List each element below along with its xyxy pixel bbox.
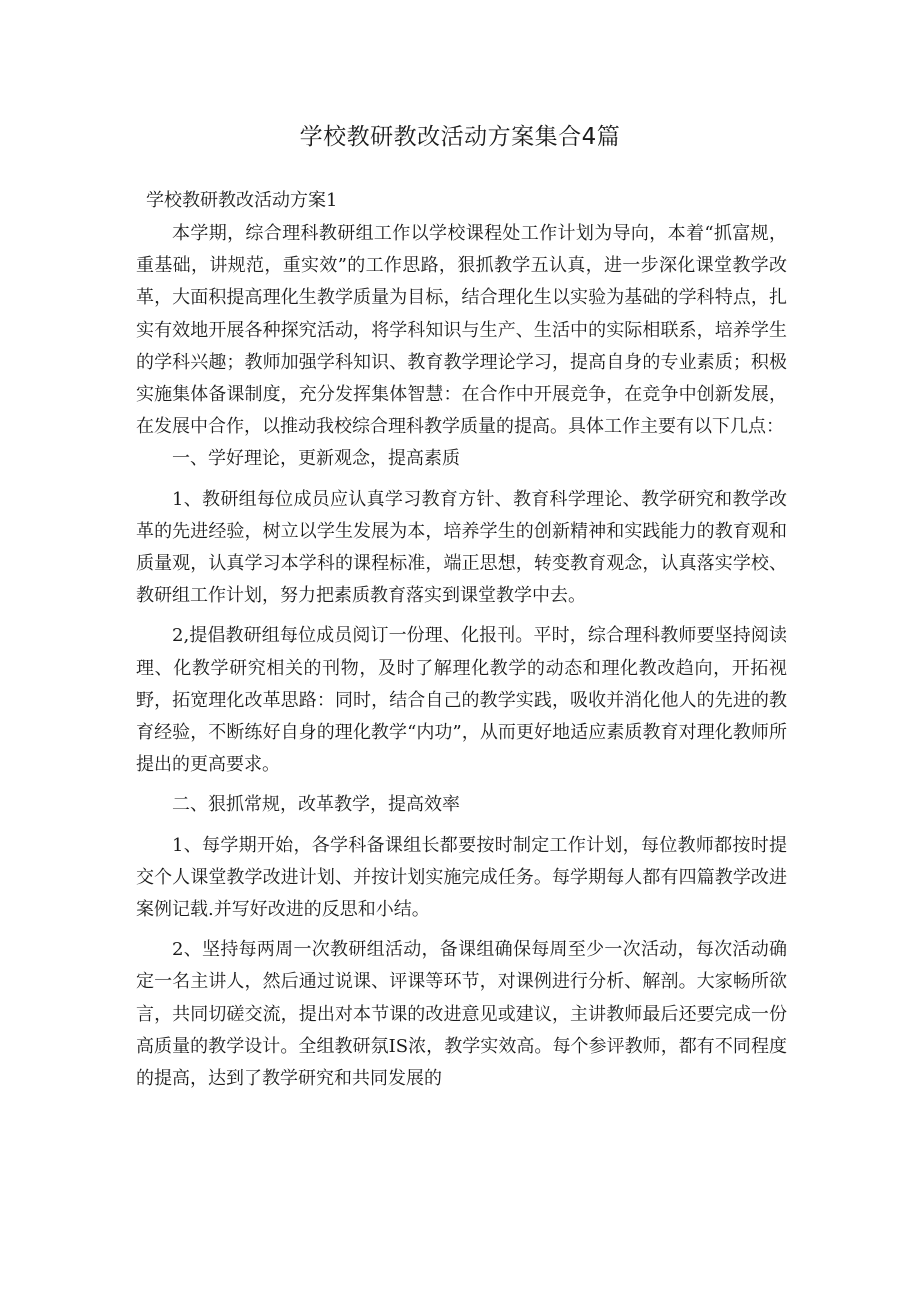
- paragraph-theory-2: 2,提倡教研组每位成员阅订一份理、化报刊。平时，综合理科教师要坚持阅读理、化教学研究相关的刊物，及时了解理化教学的动态和理化教改趋向，开拓视野，拓宽理化改革思路：同时，结合自己的教学实践，吸收并消化他人的先进的教育经验，不断练好自身的理化教学“内功”，从而更好地适应素质教育对理化教师所提出的更高要求。: [136, 625, 787, 776]
- section-heading: 学校教研教改活动方案1: [146, 190, 338, 211]
- paragraph-routine-1: 1、每学期开始，各学科备课组长都要按时制定工作计划，每位教师都按时提交个人课堂教学改进计划、并按计划实施完成任务。每学期每人都有四篇教学改进案例记载.并写好改进的反思和小结。: [136, 834, 787, 921]
- document-title: 学校教研教改活动方案集合4篇: [299, 124, 621, 150]
- intro-paragraph: 本学期，综合理科教研组工作以学校课程处工作计划为导向，本着“抓富规，重基础，讲规范，重实效”的工作思路，狠抓教学五认真，进一步深化课堂教学改革，大面积提高理化生教学质量为目标，结合理化生以实验为基础的学科特点，扎实有效地开展各种探究活动，将学科知识与生产、生活中的实际相联系，培养学生的学科兴趣；教师加强学科知识、教育教学理论学习，提高自身的专业素质；积极实施集体备课制度，充分发挥集体智慧：在合作中开展竞争，在竞争中创新发展，在发展中合作，以推动我校综合理科教学质量的提高。具体工作主要有以下几点：: [136, 223, 787, 438]
- paragraph-theory-1: 1、教研组每位成员应认真学习教育方针、教育科学理论、教学研究和教学改革的先进经验，树立以学生发展为本，培养学生的创新精神和实践能力的教育观和质量观，认真学习本学科的课程标准，端正思想，转变教育观念，认真落实学校、教研组工作计划，努力把素质教育落实到课堂教学中去。: [136, 488, 787, 607]
- subheading-theory: 一、学好理论，更新观念，提高素质: [172, 448, 460, 470]
- subheading-routine: 二、狠抓常规，改革教学，提高效率: [172, 794, 460, 816]
- paragraph-routine-2: 2、坚持每两周一次教研组活动，备课组确保每周至少一次活动，每次活动确定一名主讲人，然后通过说课、评课等环节，对课例进行分析、解剖。大家畅所欲言，共同切磋交流，提出对本节课的改进意见或建议，主讲教师最后还要完成一份高质量的教学设计。全组教研氛IS浓，教学实效高。每个参评教师，都有不同程度的提高，达到了教学研究和共同发展的: [136, 939, 787, 1090]
- document-body: [136, 218, 787, 1095]
